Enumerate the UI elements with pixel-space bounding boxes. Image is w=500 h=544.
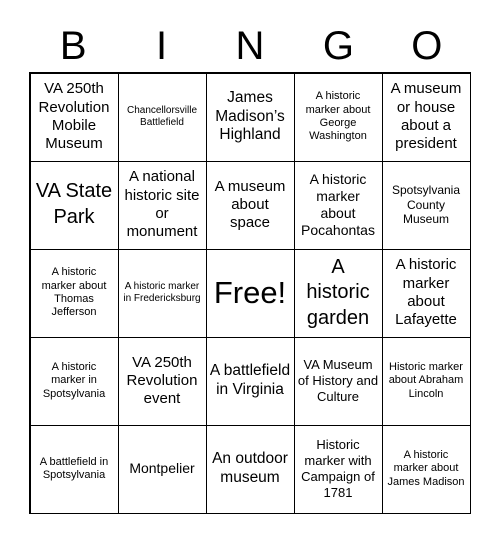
bingo-cell[interactable]	[382, 73, 471, 162]
cell-text: Historic marker about Abraham Lincoln	[388, 360, 464, 400]
bingo-cell[interactable]	[382, 249, 471, 338]
cell-text: Chancellorsville Battlefield	[126, 104, 198, 128]
bingo-cell[interactable]	[294, 73, 383, 162]
cell-text: A historic marker in Spotsylvania	[42, 360, 106, 400]
bingo-cell[interactable]	[30, 425, 119, 514]
bingo-cell[interactable]	[294, 161, 383, 250]
cell-text: A historic marker about Pocahontas	[301, 170, 375, 239]
cell-text: VA Museum of History and Culture	[297, 357, 379, 404]
cell-text: A museum about space	[214, 177, 286, 232]
cell-text: A battlefield in Spotsylvania	[39, 455, 109, 481]
bingo-cell[interactable]	[30, 73, 119, 162]
cell-text: A historic marker about Lafayette	[395, 256, 457, 329]
bingo-cell[interactable]	[294, 337, 383, 426]
cell-text: Historic marker with Campaign of 1781	[301, 437, 375, 500]
bingo-cell[interactable]	[206, 73, 295, 162]
cell-text: James Madison’s Highland	[215, 88, 285, 144]
cell-text: Montpelier	[129, 460, 195, 477]
bingo-cell[interactable]	[118, 425, 207, 514]
cell-text: A historic marker about Thomas Jefferson	[41, 266, 107, 319]
bingo-cell[interactable]	[294, 425, 383, 514]
bingo-cell[interactable]	[118, 337, 207, 426]
bingo-cell[interactable]	[30, 161, 119, 250]
bingo-header	[29, 20, 471, 72]
bingo-board	[29, 72, 471, 514]
cell-text: A historic marker in Fredericksburg	[123, 280, 201, 304]
cell-text: Free!	[213, 275, 287, 311]
cell-text: Spotsylvania County Museum	[391, 183, 461, 227]
bingo-cell[interactable]	[382, 425, 471, 514]
cell-text: VA State Park	[35, 180, 113, 228]
bingo-cell[interactable]	[206, 425, 295, 514]
bingo-cell[interactable]	[118, 73, 207, 162]
bingo-cell[interactable]	[294, 249, 383, 338]
cell-text: VA 250th Revolution event	[126, 353, 198, 408]
bingo-cell[interactable]	[30, 249, 119, 338]
bingo-cell[interactable]	[30, 337, 119, 426]
cell-text: An outdoor museum	[212, 450, 288, 486]
bingo-cell[interactable]	[206, 337, 295, 426]
header-letter-b: B	[59, 24, 87, 68]
bingo-cell[interactable]	[382, 161, 471, 250]
cell-text: VA 250th Revolution Mobile Museum	[38, 80, 110, 153]
bingo-cell[interactable]	[118, 161, 207, 250]
header-letter-o: O	[411, 24, 443, 68]
header-letter-n: N	[235, 24, 265, 68]
cell-text: A historic garden	[306, 255, 370, 329]
header-letter-g: G	[322, 24, 354, 68]
cell-text: A national historic site or monument	[124, 168, 200, 241]
header-letter-i: I	[156, 24, 168, 68]
cell-text: A historic marker about James Madison	[387, 448, 465, 488]
bingo-cell[interactable]	[382, 337, 471, 426]
bingo-cell[interactable]	[118, 249, 207, 338]
cell-text: A battlefield in Virginia	[209, 362, 291, 398]
bingo-cell[interactable]	[206, 161, 295, 250]
cell-text: A historic marker about George Washington	[305, 90, 371, 143]
cell-text: A museum or house about a president	[390, 80, 462, 153]
free-space	[206, 249, 295, 338]
